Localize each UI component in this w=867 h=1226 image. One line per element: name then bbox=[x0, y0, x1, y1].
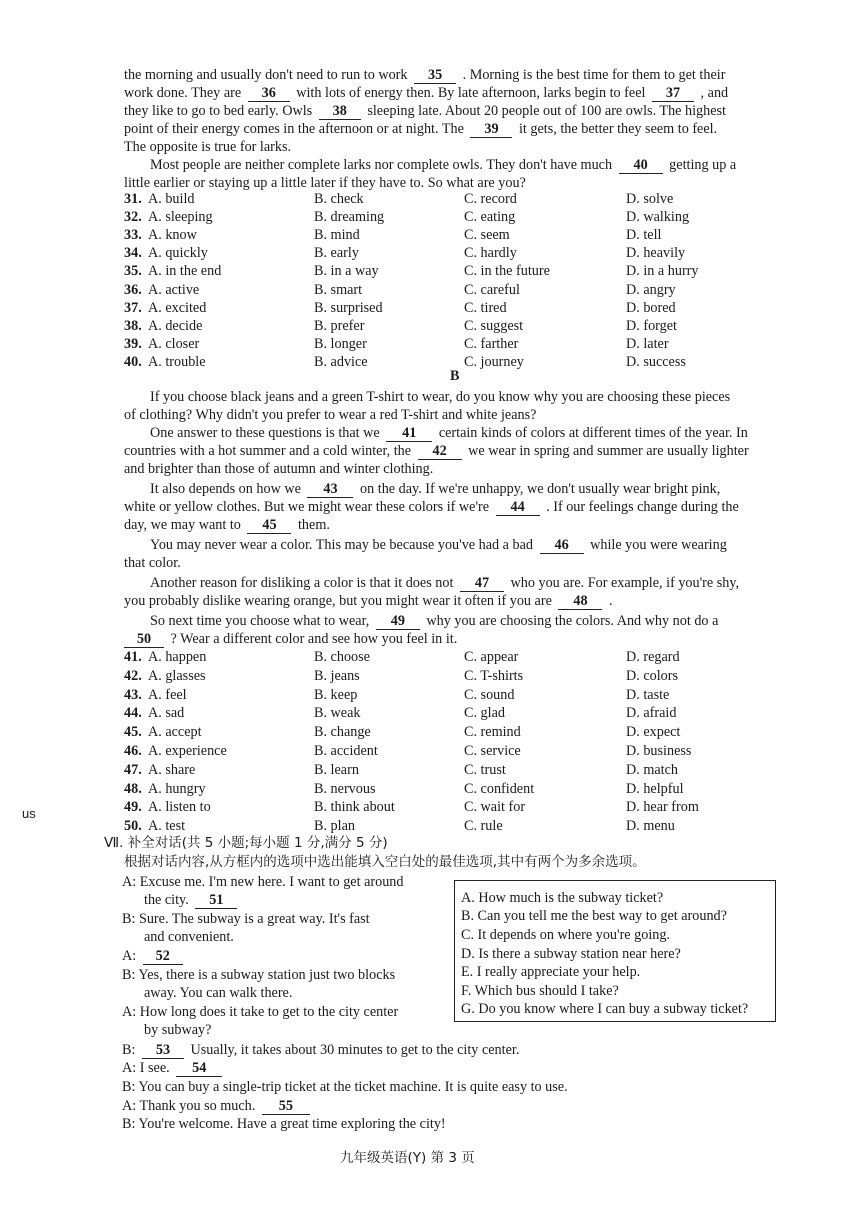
option-a[interactable]: A. excited bbox=[148, 299, 207, 316]
option-b[interactable]: B. nervous bbox=[314, 780, 376, 797]
dialogue-line bbox=[122, 1097, 313, 1115]
blank-37[interactable]: 37 bbox=[652, 86, 694, 102]
text-run: A: Thank you so much. bbox=[122, 1098, 256, 1114]
dialogue-line: B: You're welcome. Have a great time exploring the city! bbox=[122, 1116, 446, 1132]
passage-line bbox=[124, 516, 330, 534]
option-c[interactable]: C. wait for bbox=[464, 799, 526, 816]
option-c[interactable]: C. in the future bbox=[464, 263, 550, 280]
option-a[interactable]: A. sad bbox=[148, 705, 185, 722]
option-c[interactable]: C. seem bbox=[464, 227, 510, 244]
passage-line bbox=[150, 536, 727, 554]
blank-52[interactable]: 52 bbox=[143, 949, 183, 965]
option-c[interactable]: C. glad bbox=[464, 705, 505, 722]
text-run: them. bbox=[297, 517, 330, 533]
option-a[interactable]: A. test bbox=[148, 818, 186, 835]
option-a[interactable]: A. know bbox=[148, 227, 197, 244]
text-run: You may never wear a color. This may be because you've had a bad bbox=[150, 537, 534, 553]
option-c[interactable]: C. suggest bbox=[464, 317, 524, 334]
text-run: Most people are neither complete larks nor complete owls. They don't have much bbox=[150, 157, 613, 173]
text-run: . bbox=[608, 593, 613, 609]
text-run: on the day. If we're unhappy, we don't usually wear bright pink, bbox=[360, 481, 721, 497]
option-b[interactable]: B. mind bbox=[314, 227, 360, 244]
option-d[interactable]: D. hear from bbox=[626, 799, 699, 816]
option-b[interactable]: B. jeans bbox=[314, 667, 360, 684]
option-c[interactable]: C. farther bbox=[464, 335, 519, 352]
option-c[interactable]: C. careful bbox=[464, 281, 520, 298]
question-number: 46. bbox=[124, 743, 142, 759]
passage-line bbox=[124, 442, 749, 460]
text-run: . Morning is the best time for them to get their bbox=[462, 67, 726, 83]
option-c[interactable]: C. hardly bbox=[464, 245, 517, 262]
option-c[interactable]: C. service bbox=[464, 743, 521, 759]
text-run: ? Wear a different color and see how you feel in it. bbox=[170, 631, 458, 647]
option-b[interactable]: B. dreaming bbox=[314, 209, 385, 226]
option-b[interactable]: B. learn bbox=[314, 761, 359, 778]
option-a[interactable]: A. decide bbox=[148, 317, 203, 334]
option-d[interactable]: D. forget bbox=[626, 317, 677, 334]
passage-line: little earlier or staying up a little later if they have to. So what are you? bbox=[124, 175, 526, 191]
option-a[interactable]: A. experience bbox=[148, 743, 227, 759]
option-b[interactable]: B. smart bbox=[314, 281, 363, 298]
text-run: A: bbox=[122, 948, 137, 964]
choice-e[interactable]: E. I really appreciate your help. bbox=[461, 964, 641, 980]
dialogue-line bbox=[122, 1041, 519, 1059]
option-a[interactable]: A. happen bbox=[148, 649, 207, 665]
option-b[interactable]: B. early bbox=[314, 245, 359, 262]
text-run: we wear in spring and summer are usually lighter bbox=[468, 443, 749, 459]
choice-g[interactable]: G. Do you know where I can buy a subway ticket? bbox=[461, 1001, 749, 1017]
option-b[interactable]: B. plan bbox=[314, 818, 355, 835]
text-run: One answer to these questions is that we bbox=[150, 425, 380, 441]
option-b[interactable]: B. in a way bbox=[314, 263, 379, 280]
question-number: 39. bbox=[124, 335, 142, 352]
text-run: . If our feelings change during the bbox=[546, 499, 739, 515]
blank-41[interactable]: 41 bbox=[386, 426, 432, 442]
choice-d[interactable]: D. Is there a subway station near here? bbox=[461, 946, 681, 962]
dialogue-line: A: How long does it take to get to the city center bbox=[122, 1004, 399, 1020]
text-run: , and bbox=[700, 85, 729, 101]
option-d[interactable]: D. tell bbox=[626, 227, 662, 244]
choice-f[interactable]: F. Which bus should I take? bbox=[461, 983, 619, 999]
text-run: while you were wearing bbox=[590, 537, 727, 553]
passage-line bbox=[150, 480, 720, 498]
option-d[interactable]: D. colors bbox=[626, 667, 679, 684]
question-number: 50. bbox=[124, 818, 142, 835]
question-number: 31. bbox=[124, 191, 142, 207]
margin-note: us bbox=[22, 806, 36, 821]
text-run: they like to go to bed early. Owls bbox=[124, 103, 313, 119]
question-number: 32. bbox=[124, 209, 142, 226]
option-c[interactable]: C. rule bbox=[464, 818, 503, 835]
option-d[interactable]: D. regard bbox=[626, 649, 680, 665]
passage-line: and brighter than those of autumn and winter clothing. bbox=[124, 461, 434, 477]
text-run: work done. They are bbox=[124, 85, 242, 101]
option-d[interactable]: D. success bbox=[626, 353, 686, 370]
question-number: 36. bbox=[124, 281, 142, 298]
option-d[interactable]: D. solve bbox=[626, 191, 674, 207]
text-run: you probably dislike wearing orange, but you might wear it often if you are bbox=[124, 593, 552, 609]
passage-line bbox=[124, 84, 728, 102]
option-a[interactable]: A. accept bbox=[148, 724, 202, 741]
text-run: certain kinds of colors at different times of the year. In bbox=[438, 425, 748, 441]
blank-50[interactable]: 50 bbox=[124, 632, 164, 648]
question-number: 48. bbox=[124, 780, 142, 797]
dialogue-line bbox=[144, 891, 240, 909]
blank-42[interactable]: 42 bbox=[418, 444, 462, 460]
blank-45[interactable]: 45 bbox=[247, 518, 291, 534]
option-a[interactable]: A. sleeping bbox=[148, 209, 213, 226]
passage-line bbox=[124, 120, 717, 138]
option-a[interactable]: A. closer bbox=[148, 335, 200, 352]
option-c[interactable]: C. confident bbox=[464, 780, 535, 797]
text-run: white or yellow clothes. But we might wear these colors if we're bbox=[124, 499, 490, 515]
option-d[interactable]: D. later bbox=[626, 335, 669, 352]
passage-line: that color. bbox=[124, 555, 181, 571]
blank-44[interactable]: 44 bbox=[496, 500, 540, 516]
option-b[interactable]: B. check bbox=[314, 191, 364, 207]
text-run: countries with a hot summer and a cold winter, the bbox=[124, 443, 412, 459]
option-b[interactable]: B. change bbox=[314, 724, 371, 741]
option-c[interactable]: C. tired bbox=[464, 299, 507, 316]
passage-line bbox=[150, 424, 748, 442]
text-run: why you are choosing the colors. And why not do a bbox=[426, 613, 719, 629]
blank-36[interactable]: 36 bbox=[248, 86, 290, 102]
option-a[interactable]: A. glasses bbox=[148, 667, 206, 684]
option-b[interactable]: B. weak bbox=[314, 705, 361, 722]
passage-line bbox=[124, 592, 613, 610]
blank-40[interactable]: 40 bbox=[619, 158, 663, 174]
option-b[interactable]: B. surprised bbox=[314, 299, 383, 316]
text-run: the morning and usually don't need to run to work bbox=[124, 67, 408, 83]
option-b[interactable]: B. keep bbox=[314, 686, 358, 703]
option-d[interactable]: D. match bbox=[626, 761, 679, 778]
text-run: Usually, it takes about 30 minutes to get to the city center. bbox=[190, 1042, 520, 1058]
option-c[interactable]: C. sound bbox=[464, 686, 515, 703]
question-number: 43. bbox=[124, 686, 142, 703]
text-run: day, we may want to bbox=[124, 517, 241, 533]
section-b-label: B bbox=[450, 368, 460, 384]
text-run: It also depends on how we bbox=[150, 481, 301, 497]
section-7-title: Ⅶ. 补全对话(共 5 小题;每小题 1 分,满分 5 分) bbox=[104, 835, 388, 851]
option-c[interactable]: C. appear bbox=[464, 649, 519, 665]
option-d[interactable]: D. business bbox=[626, 743, 692, 759]
dialogue-line: A: Excuse me. I'm new here. I want to get around bbox=[122, 874, 404, 890]
option-a[interactable]: A. listen to bbox=[148, 799, 211, 816]
passage-line bbox=[150, 612, 718, 630]
option-c[interactable]: C. T-shirts bbox=[464, 667, 524, 684]
text-run: So next time you choose what to wear, bbox=[150, 613, 370, 629]
option-d[interactable]: D. taste bbox=[626, 686, 670, 703]
option-a[interactable]: A. build bbox=[148, 191, 195, 207]
passage-line bbox=[150, 574, 739, 592]
blank-39[interactable]: 39 bbox=[470, 122, 512, 138]
passage-line bbox=[124, 630, 457, 648]
text-run: point of their energy comes in the afternoon or at night. The bbox=[124, 121, 464, 137]
text-run: who you are. For example, if you're shy, bbox=[510, 575, 740, 591]
question-number: 33. bbox=[124, 227, 142, 244]
blank-49[interactable]: 49 bbox=[376, 614, 420, 630]
text-run: with lots of energy then. By late afternoon, larks begin to feel bbox=[296, 85, 646, 101]
option-d[interactable]: D. walking bbox=[626, 209, 690, 226]
blank-38[interactable]: 38 bbox=[319, 104, 361, 120]
blank-55[interactable]: 55 bbox=[262, 1099, 310, 1115]
blank-47[interactable]: 47 bbox=[460, 576, 504, 592]
text-run: sleeping late. About 20 people out of 100 are owls. The highest bbox=[367, 103, 727, 119]
passage-line: If you choose black jeans and a green T-shirt to wear, do you know why you are choosing these pieces bbox=[150, 389, 731, 405]
option-d[interactable]: D. in a hurry bbox=[626, 263, 699, 280]
dialogue-line: B: Yes, there is a subway station just two blocks bbox=[122, 967, 396, 983]
passage-line bbox=[124, 66, 725, 84]
option-d[interactable]: D. angry bbox=[626, 281, 676, 298]
dialogue-line: B: You can buy a single-trip ticket at the ticket machine. It is quite easy to use. bbox=[122, 1079, 568, 1095]
question-number: 40. bbox=[124, 353, 142, 370]
question-number: 45. bbox=[124, 724, 142, 741]
blank-46[interactable]: 46 bbox=[540, 538, 584, 554]
option-a[interactable]: A. feel bbox=[148, 686, 187, 703]
option-a[interactable]: A. share bbox=[148, 761, 196, 778]
option-a[interactable]: A. hungry bbox=[148, 780, 206, 797]
option-b[interactable]: B. prefer bbox=[314, 317, 365, 334]
option-b[interactable]: B. longer bbox=[314, 335, 367, 352]
option-c[interactable]: C. trust bbox=[464, 761, 506, 778]
blank-35[interactable]: 35 bbox=[414, 68, 456, 84]
choice-a[interactable]: A. How much is the subway ticket? bbox=[461, 890, 664, 906]
question-number: 44. bbox=[124, 705, 142, 722]
question-number: 49. bbox=[124, 799, 142, 816]
dialogue-line bbox=[122, 1059, 225, 1077]
option-d[interactable]: D. afraid bbox=[626, 705, 677, 722]
choice-c[interactable]: C. It depends on where you're going. bbox=[461, 927, 671, 943]
option-a[interactable]: A. active bbox=[148, 281, 200, 298]
choices-box bbox=[454, 880, 776, 1022]
question-number: 37. bbox=[124, 299, 142, 316]
option-b[interactable]: B. advice bbox=[314, 353, 368, 370]
question-number: 47. bbox=[124, 761, 142, 778]
text-run: A: I see. bbox=[122, 1060, 170, 1076]
option-a[interactable]: A. in the end bbox=[148, 263, 222, 280]
option-d[interactable]: D. helpful bbox=[626, 780, 684, 797]
question-number: 41. bbox=[124, 649, 142, 665]
dialogue-line: away. You can walk there. bbox=[144, 985, 293, 1001]
option-b[interactable]: B. accident bbox=[314, 743, 378, 759]
text-run: it gets, the better they seem to feel. bbox=[518, 121, 718, 137]
text-run: getting up a bbox=[669, 157, 737, 173]
text-run: the city. bbox=[144, 892, 189, 908]
dialogue-line bbox=[122, 947, 186, 965]
question-number: 42. bbox=[124, 667, 142, 684]
option-d[interactable]: D. bored bbox=[626, 299, 676, 316]
passage-line bbox=[124, 498, 739, 516]
option-a[interactable]: A. trouble bbox=[148, 353, 206, 370]
option-c[interactable]: C. remind bbox=[464, 724, 521, 741]
option-b[interactable]: B. think about bbox=[314, 799, 395, 816]
passage-line: of clothing? Why didn't you prefer to wear a red T-shirt and white jeans? bbox=[124, 407, 537, 423]
option-c[interactable]: C. journey bbox=[464, 353, 524, 370]
dialogue-line: B: Sure. The subway is a great way. It's fast bbox=[122, 911, 370, 927]
option-d[interactable]: D. heavily bbox=[626, 245, 686, 262]
passage-line bbox=[124, 102, 726, 120]
section-7-instruction: 根据对话内容,从方框内的选项中选出能填入空白处的最佳选项,其中有两个为多余选项。 bbox=[124, 854, 646, 870]
option-c[interactable]: C. record bbox=[464, 191, 517, 207]
blank-53[interactable]: 53 bbox=[142, 1043, 184, 1059]
question-number: 34. bbox=[124, 245, 142, 262]
question-number: 35. bbox=[124, 263, 142, 280]
text-run: B: bbox=[122, 1042, 136, 1058]
text-run: Another reason for disliking a color is that it does not bbox=[150, 575, 454, 591]
option-a[interactable]: A. quickly bbox=[148, 245, 208, 262]
page-footer: 九年级英语(Y) 第 3 页 bbox=[340, 1150, 475, 1166]
option-d[interactable]: D. expect bbox=[626, 724, 681, 741]
blank-48[interactable]: 48 bbox=[558, 594, 602, 610]
option-c[interactable]: C. eating bbox=[464, 209, 516, 226]
blank-54[interactable]: 54 bbox=[176, 1061, 222, 1077]
choice-b[interactable]: B. Can you tell me the best way to get around? bbox=[461, 908, 727, 924]
option-d[interactable]: D. menu bbox=[626, 818, 675, 835]
blank-51[interactable]: 51 bbox=[195, 893, 237, 909]
passage-line: The opposite is true for larks. bbox=[124, 139, 292, 155]
dialogue-line: and convenient. bbox=[144, 929, 234, 945]
dialogue-line: by subway? bbox=[144, 1022, 212, 1038]
blank-43[interactable]: 43 bbox=[307, 482, 353, 498]
passage-line bbox=[150, 156, 736, 174]
option-b[interactable]: B. choose bbox=[314, 649, 370, 665]
question-number: 38. bbox=[124, 317, 142, 334]
